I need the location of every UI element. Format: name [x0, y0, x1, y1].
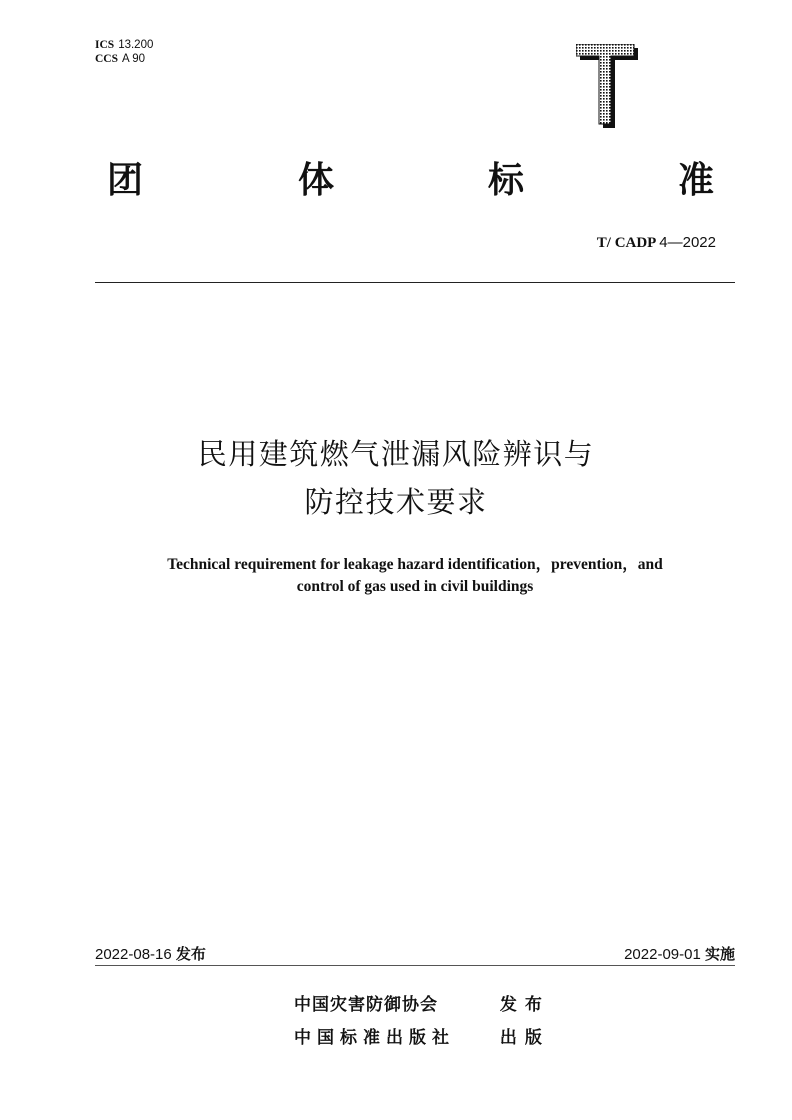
title-en-line1: Technical requirement for leakage hazard identification，prevention，and: [167, 556, 663, 573]
footer-divider: [95, 965, 735, 966]
title-zh-line2: 防控技术要求: [304, 485, 488, 519]
ics-code: [95, 38, 153, 52]
issue-date-label: 发布: [175, 945, 206, 963]
implement-date-value: 2022-09-01: [624, 946, 701, 963]
standard-type-char: 准: [678, 160, 715, 201]
standard-t-logo: [576, 44, 638, 128]
implement-date-label: 实施: [704, 945, 735, 963]
publisher-action: 出版: [499, 1028, 550, 1048]
issue-date: [95, 943, 206, 964]
title-en-line2: control of gas used in civil buildings: [296, 578, 534, 595]
implement-date: [624, 943, 735, 964]
standard-type-char: 标: [488, 160, 525, 201]
ccs-label: CCS: [95, 53, 119, 65]
standard-code: [597, 234, 716, 252]
title-zh-line1: 民用建筑燃气泄漏风险辨识与: [197, 437, 595, 471]
ccs-value: A 90: [122, 53, 146, 65]
standard-type-char: 团: [107, 160, 144, 201]
publisher-row: [294, 990, 550, 1015]
publisher-org: 中国灾害防御协会: [294, 995, 438, 1015]
classification-codes: [95, 38, 153, 66]
standard-type-char: 体: [298, 160, 335, 201]
publisher-org: 中国标准出版社: [294, 1028, 455, 1048]
ics-value: 13.200: [118, 39, 154, 51]
publisher-row: [294, 1023, 550, 1048]
standard-code-prefix: T/ CADP: [596, 235, 656, 251]
ccs-code: [95, 52, 153, 66]
standard-type-heading: [95, 158, 735, 206]
header-divider: [95, 282, 735, 283]
ics-label: ICS: [95, 39, 115, 51]
issue-date-value: 2022-08-16: [95, 946, 172, 963]
publisher-action: 发布: [499, 995, 550, 1015]
standard-code-number: 4—2022: [659, 234, 716, 251]
